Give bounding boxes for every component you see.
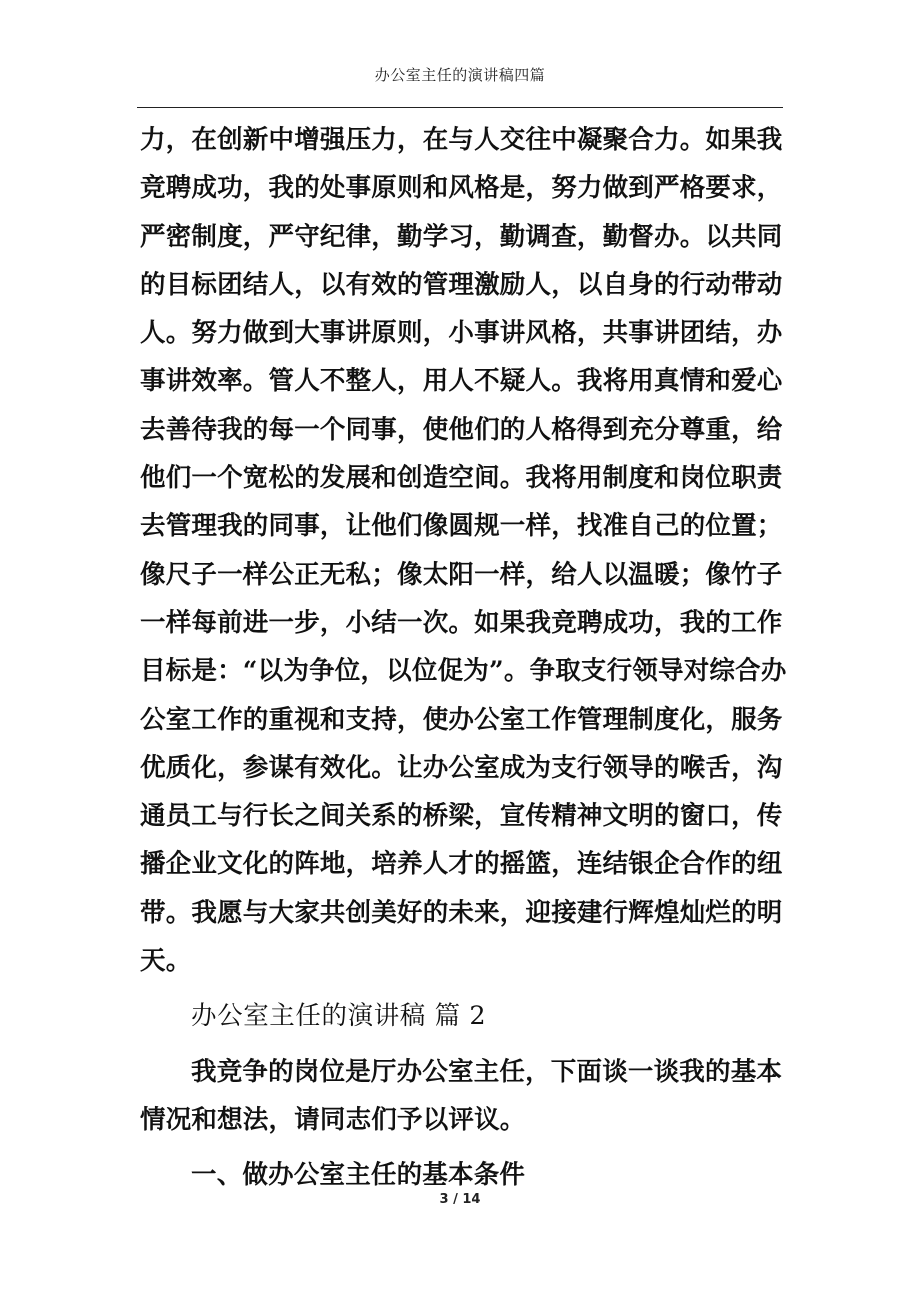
body-line: 目标是：“以为争位，以位促为”。争取支行领导对综合办 [140,656,787,687]
intro-line: 情况和想法，请同志们予以评议。 [140,1104,526,1135]
body-line: 公室工作的重视和支持，使办公室工作管理制度化，服务 [140,704,783,735]
body-line: 带。我愿与大家共创美好的未来，迎接建行辉煌灿烂的明 [140,897,783,928]
body-line: 人。努力做到大事讲原则，小事讲风格，共事讲团结，办 [140,318,783,349]
body-line: 事讲效率。管人不整人，用人不疑人。我将用真情和爱心 [140,366,783,397]
body-line: 播企业文化的阵地，培养人才的摇篮，连结银企合作的纽 [140,849,783,880]
page-header-title: 办公室主任的演讲稿四篇 [374,66,546,84]
body-line: 优质化，参谋有效化。让办公室成为支行领导的喉舌，沟 [140,752,783,783]
body-line: 力，在创新中增强压力，在与人交往中凝聚合力。如果我 [140,125,783,155]
section-title: 办公室主任的演讲稿 篇 2 [191,1001,487,1032]
subheading: 一、做办公室主任的基本条件 [191,1160,526,1191]
body-line: 去管理我的同事，让他们像圆规一样，找准自己的位置； [140,511,783,542]
intro-line: 我竞争的岗位是厅办公室主任，下面谈一谈我的基本 [191,1056,783,1087]
body-line: 天。 [140,946,192,977]
body-line: 通员工与行长之间关系的桥梁，宣传精神文明的窗口，传 [140,801,783,832]
body-line: 去善待我的每一个同事，使他们的人格得到充分尊重，给 [140,414,783,445]
body-line: 严密制度，严守纪律，勤学习，勤调查，勤督办。以共同 [140,221,783,252]
header-divider [137,107,783,108]
body-line: 竞聘成功，我的处事原则和风格是，努力做到严格要求， [140,173,783,204]
body-line: 的目标团结人，以有效的管理激励人，以自身的行动带动 [140,269,783,300]
body-line: 像尺子一样公正无私；像太阳一样，给人以温暖；像竹子 [140,559,783,590]
body-line: 他们一个宽松的发展和创造空间。我将用制度和岗位职责 [140,463,783,494]
document-body [140,116,790,1200]
page-number: 3 / 14 [439,1192,481,1207]
body-line: 一样每前进一步，小结一次。如果我竞聘成功，我的工作 [140,607,783,638]
